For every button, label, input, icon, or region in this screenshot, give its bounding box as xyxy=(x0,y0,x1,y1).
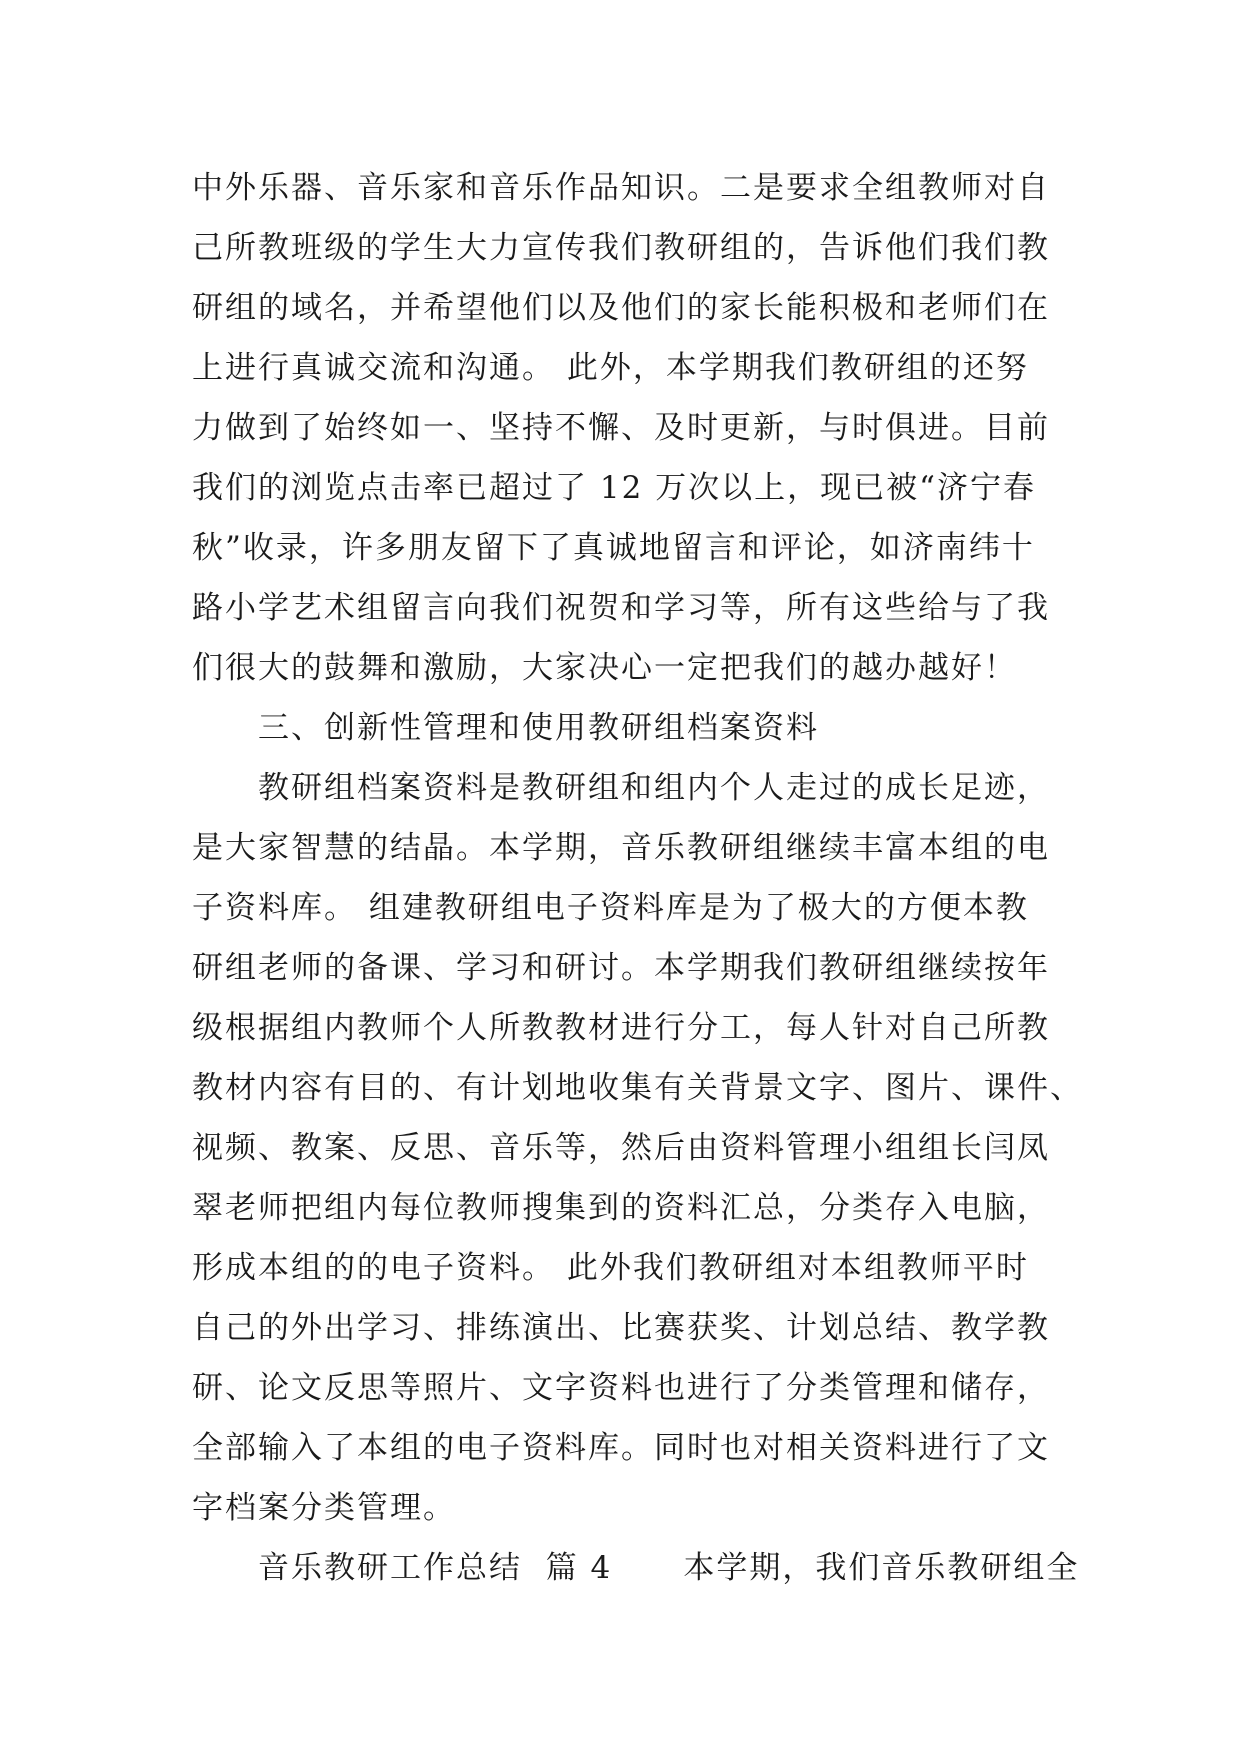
body-line: 秋”收录，许多朋友留下了真诚地留言和评论，如济南纬十 xyxy=(192,530,1035,566)
paragraph-first-line: 教研组档案资料是教研组和组内个人走过的成长足迹， xyxy=(258,770,1050,806)
body-line: 教材内容有目的、有计划地收集有关背景文字、图片、课件、 xyxy=(192,1070,1083,1106)
article-title-line: 音乐教研工作总结 篇 4 本学期，我们音乐教研组全 xyxy=(258,1550,1080,1586)
body-line: 上进行真诚交流和沟通。 此外，本学期我们教研组的还努 xyxy=(192,350,1029,386)
body-line: 研、论文反思等照片、文字资料也进行了分类管理和储存， xyxy=(192,1370,1050,1406)
body-line: 视频、教案、反思、音乐等，然后由资料管理小组组长闫凤 xyxy=(192,1130,1050,1166)
body-line: 中外乐器、音乐家和音乐作品知识。二是要求全组教师对自 xyxy=(192,170,1050,206)
body-line: 级根据组内教师个人所教教材进行分工，每人针对自己所教 xyxy=(192,1010,1050,1046)
body-line: 己所教班级的学生大力宣传我们教研组的，告诉他们我们教 xyxy=(192,230,1050,266)
body-line: 研组的域名，并希望他们以及他们的家长能积极和老师们在 xyxy=(192,290,1050,326)
body-line: 路小学艺术组留言向我们祝贺和学习等，所有这些给与了我 xyxy=(192,590,1050,626)
body-line: 字档案分类管理。 xyxy=(192,1490,456,1526)
body-line: 子资料库。 组建教研组电子资料库是为了极大的方便本教 xyxy=(192,890,1029,926)
body-line: 们很大的鼓舞和激励，大家决心一定把我们的越办越好！ xyxy=(192,650,1017,686)
body-line: 自己的外出学习、排练演出、比赛获奖、计划总结、教学教 xyxy=(192,1310,1050,1346)
body-line: 力做到了始终如一、坚持不懈、及时更新，与时俱进。目前 xyxy=(192,410,1050,446)
body-line: 全部输入了本组的电子资料库。同时也对相关资料进行了文 xyxy=(192,1430,1050,1466)
body-line: 我们的浏览点击率已超过了 12 万次以上，现已被“济宁春 xyxy=(192,470,1036,506)
body-line: 研组老师的备课、学习和研讨。本学期我们教研组继续按年 xyxy=(192,950,1050,986)
body-line: 是大家智慧的结晶。本学期，音乐教研组继续丰富本组的电 xyxy=(192,830,1050,866)
body-line: 翠老师把组内每位教师搜集到的资料汇总，分类存入电脑， xyxy=(192,1190,1050,1226)
document-body xyxy=(192,158,1083,1598)
section-heading: 三、创新性管理和使用教研组档案资料 xyxy=(258,710,819,746)
body-line: 形成本组的的电子资料。 此外我们教研组对本组教师平时 xyxy=(192,1250,1029,1286)
